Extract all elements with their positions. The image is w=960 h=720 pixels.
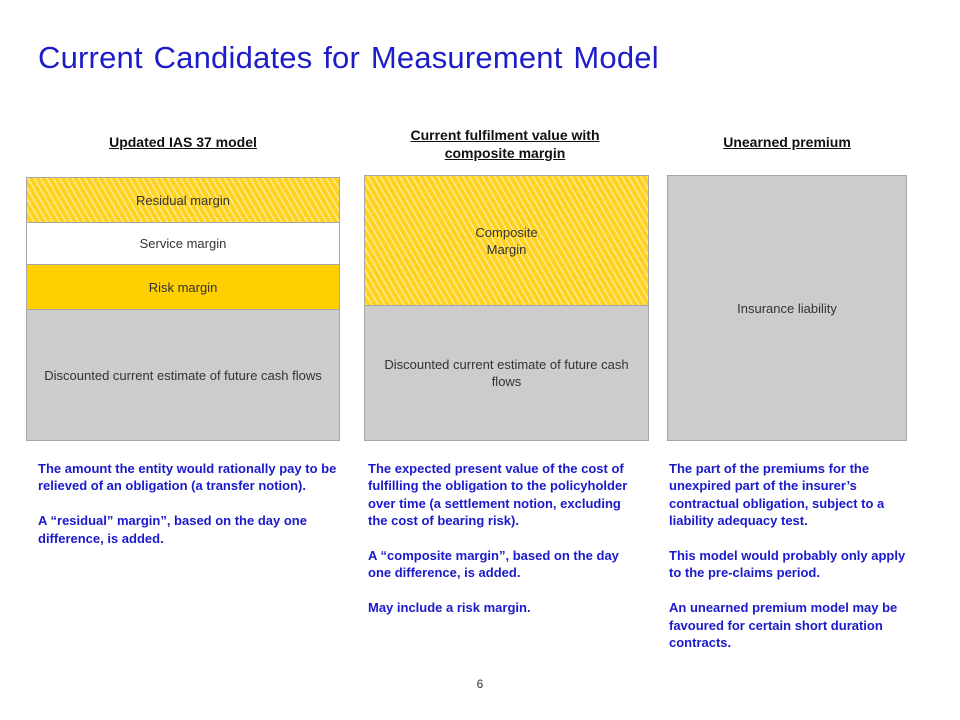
cash-flows-segment [27,310,339,440]
unearned-description-paragraph: The part of the premiums for the unexpired part of the insurer’s contractual obligation, subject to a liability adequacy test. [669,461,885,529]
insurance-liability-segment [668,176,906,440]
cash-flows-segment [365,306,648,440]
risk-margin-label: Risk margin [148,279,218,295]
fulfilment-description-paragraph: The expected present value of the cost of fulfilling the obligation to the policyholder over time (a settlement notion, excluding the cost of bearing risk). [368,461,628,529]
unearned-stack [667,175,907,441]
cash-flows-label: Discounted current estimate of future cash flows [44,367,322,383]
fulfilment-description-paragraph: A “composite margin”, based on the day one difference, is added. [368,548,619,581]
unearned-description-paragraph: This model would probably only apply to the pre-claims period. [669,548,906,581]
composite-margin-segment [365,176,648,306]
service-margin-label: Service margin [139,236,227,251]
residual-margin-label: Residual margin [136,192,230,208]
insurance-liability-label: Insurance liability [737,300,837,316]
residual-margin-segment [27,178,339,223]
fulfilment-stack [364,175,649,441]
column-heading-ias37: Updated IAS 37 model [109,134,257,150]
unearned-description [669,460,911,651]
unearned-description-paragraph: An unearned premium model may be favoured for certain short duration contracts. [669,600,898,651]
ias37-description [38,460,344,547]
service-margin-segment [27,223,339,265]
fulfilment-description-paragraph: May include a risk margin. [368,600,531,616]
fulfilment-description [368,460,640,617]
column-heading-fulfilment: Current fulfilment value with composite margin [410,127,600,161]
ias37-description-paragraph: The amount the entity would rationally pay to be relieved of an obligation (a transfer notion). [38,461,337,494]
slide-title: Current Candidates for Measurement Model [38,40,659,75]
page-number: 6 [476,677,484,691]
cash-flows-label: Discounted current estimate of future cash flows [384,357,629,389]
risk-margin-segment [27,265,339,310]
column-heading-unearned: Unearned premium [723,134,851,150]
composite-margin-label: Composite Margin [475,224,538,257]
ias37-stack [26,177,340,441]
ias37-description-paragraph: A “residual” margin”, based on the day one difference, is added. [38,513,307,546]
